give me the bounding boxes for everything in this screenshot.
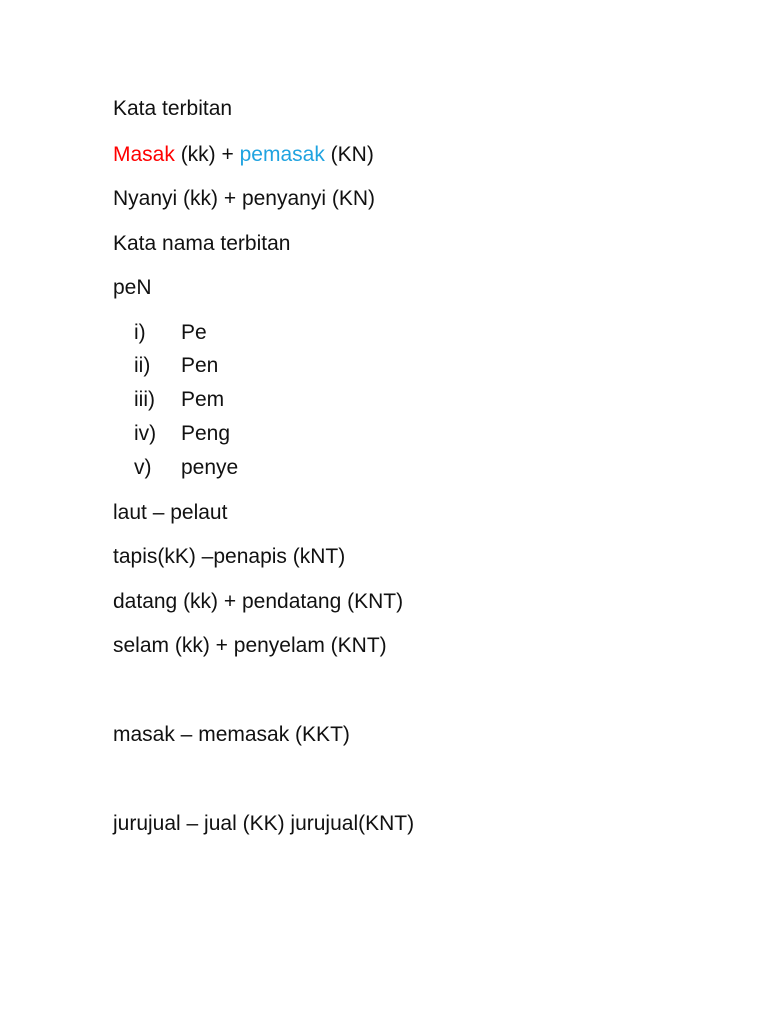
word-pemasak: pemasak <box>239 143 325 166</box>
line-masak-pemasak <box>113 141 374 169</box>
line-datang: datang (kk) + pendatang (KNT) <box>113 590 404 613</box>
list-number: i) <box>134 321 146 344</box>
line-kata-terbitan: Kata terbitan <box>113 97 233 120</box>
list-number: iv) <box>134 422 157 445</box>
list-text: Pe <box>181 321 207 344</box>
line-nyanyi: Nyanyi (kk) + penyanyi (KN) <box>113 187 375 210</box>
line-masak-memasak: masak – memasak (KKT) <box>113 723 350 746</box>
list-text: Pem <box>181 388 225 411</box>
list-number: v) <box>134 456 152 479</box>
word-kk: (kk) + <box>174 143 240 166</box>
line-selam: selam (kk) + penyelam (KNT) <box>113 634 387 657</box>
line-laut: laut – pelaut <box>113 501 228 524</box>
list-text: Pen <box>181 354 219 377</box>
line-jurujual: jurujual – jual (KK) jurujual(KNT) <box>113 812 415 835</box>
list-text: penye <box>181 456 239 479</box>
line-tapis: tapis(kK) –penapis (kNT) <box>113 545 346 568</box>
line-pen: peN <box>113 276 152 299</box>
list-number: ii) <box>134 354 151 377</box>
word-masak: Masak <box>113 143 175 166</box>
word-kn: (KN) <box>324 143 374 166</box>
list-text: Peng <box>181 422 231 445</box>
line-kata-nama-terbitan: Kata nama terbitan <box>113 232 291 255</box>
list-number: iii) <box>134 388 155 411</box>
